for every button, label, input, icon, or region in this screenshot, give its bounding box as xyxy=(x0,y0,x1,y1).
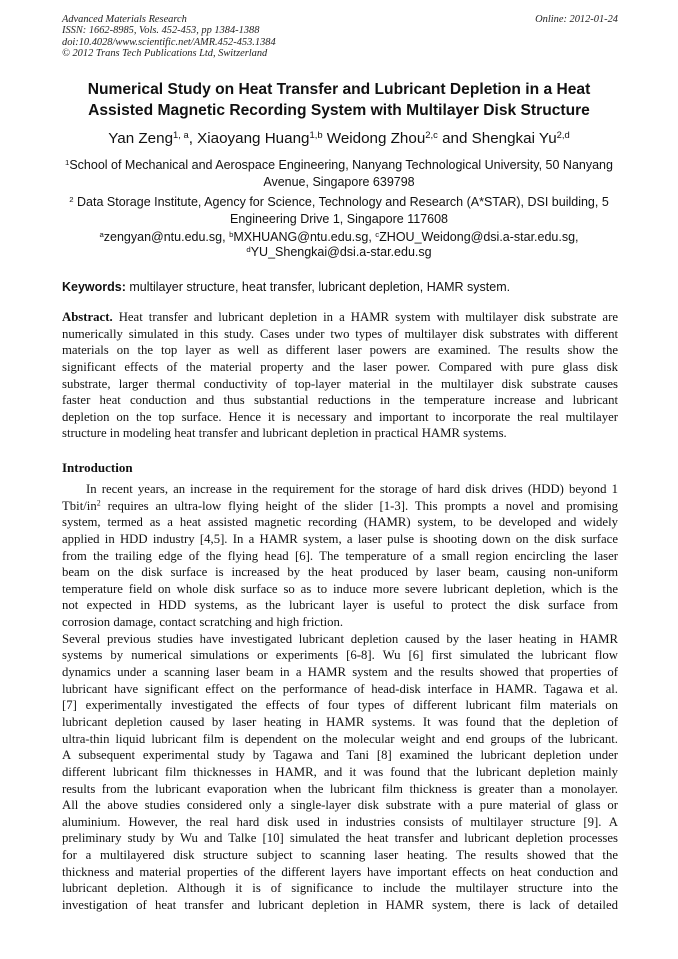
email-1-marker: a xyxy=(99,229,104,239)
intro-line: All the above studies considered only a single-layer disk substrate with a pure material of glass or xyxy=(62,798,618,813)
keywords-text: multilayer structure, heat transfer, lubricant depletion, HAMR system. xyxy=(125,280,511,294)
email-3-marker: c xyxy=(375,229,380,239)
intro-line: systems by numerical simulations or experiments [6-8]. Wu [6] first simulated the lubricant flow xyxy=(62,648,618,663)
author-2-affiliation: 1,b xyxy=(309,128,323,140)
intro-line: preliminary study by Wu and Talke [10] simulated the heat transfer and lubricant depletion processes xyxy=(62,831,618,846)
intro-line: investigation of heat transfer and lubricant depletion in HAMR system, there is lack of detailed xyxy=(62,898,618,913)
keywords-label: Keywords: xyxy=(62,280,126,294)
intro-line: system, termed as a heat assisted magnetic recording (HAMR) system, to be developed and widely xyxy=(62,515,618,530)
intro-fragment: requires an ultra-low flying height of the slider [1-3]. This prompts a novel and promising xyxy=(100,498,618,513)
intro-line: Several previous studies have investigated lubricant depletion caused by the laser heating in HAMR xyxy=(62,631,618,646)
affiliation-1-line-1: School of Mechanical and Aerospace Engineering, Nanyang Technological University, 50 Nanyang xyxy=(69,158,613,172)
doi-line: doi:10.4028/www.scientific.net/AMR.452-453.1384 xyxy=(62,36,276,48)
intro-line: A subsequent experimental study by Tagawa and Tani [8] examined the lubricant depletion under xyxy=(62,748,618,763)
intro-line: applied in HDD industry [4,5]. In a HAMR system, a laser pulse is shooting down on the disk surface xyxy=(62,531,618,546)
intro-fragment: Tbit/in xyxy=(62,498,97,513)
intro-line: lubricant depletion. Although it is of significance to include the multilayer structure into the xyxy=(62,881,618,896)
intro-line: different lubricant film thicknesses in HAMR, and it was found that the lubricant depletion mainly xyxy=(62,764,618,779)
author-1-affiliation: 1, a xyxy=(173,128,189,140)
online-date: Online: 2012-01-24 xyxy=(535,14,618,25)
affiliation-2-line-2: Engineering Drive 1, Singapore 117608 xyxy=(230,212,448,226)
intro-line: dynamics under a scanning laser beam in a HAMR system and the results showed that properties of xyxy=(62,665,618,680)
intro-line: from the trailing edge of the flying head [6]. The temperature of a small region encircling the laser xyxy=(62,548,618,563)
author-4-affiliation: 2,d xyxy=(556,128,570,140)
abstract-line: depletion on the top surface. Hence it is necessary and important to incorporate the real multilayer xyxy=(62,409,618,424)
issn-line: ISSN: 1662-8985, Vols. 452-453, pp 1384-1388 xyxy=(62,25,260,37)
abstract-label: Abstract. xyxy=(62,310,113,324)
intro-line: lubricant have significant effect on the performance of head-disk interface in HAMR. Tagawa et al. xyxy=(62,681,618,696)
email-2: MXHUANG@ntu.edu.sg, xyxy=(233,230,376,244)
intro-line: for a multilayered disk structure subject to scanning laser heating. The results showed that the xyxy=(62,848,618,863)
intro-line: corrosion damage, contact scratching and high friction. xyxy=(62,615,344,630)
affiliation-2 xyxy=(60,194,618,228)
journal-header xyxy=(62,14,618,59)
author-emails xyxy=(60,230,618,260)
intro-line: lubricant depletion caused by laser heating in HAMR systems. It was found that the depletion of xyxy=(62,714,618,729)
author-4: and Shengkai Yu xyxy=(437,130,557,147)
intro-line: aluminium. However, the real hard disk used in industries consists of multilayer structure [9]. A xyxy=(62,814,618,829)
abstract-line: significant effects of the material property and the laser power. Compared with pure glass disk xyxy=(62,359,618,374)
introduction-body xyxy=(62,481,618,914)
author-1: Yan Zeng xyxy=(108,130,174,147)
intro-superscript: 2 xyxy=(96,497,101,507)
keywords xyxy=(62,280,622,295)
affiliation-2-marker: 2 xyxy=(69,194,74,204)
intro-line: results from the lubricant evaporation when the lubricant film thickness is greater than a monolayer. xyxy=(62,781,618,796)
email-2-marker: b xyxy=(229,229,234,239)
intro-line: not expected in HDD systems, as the lubricant layer is useful to protect the disk surface from xyxy=(62,598,618,613)
journal-name: Advanced Materials Research xyxy=(62,14,187,25)
author-list xyxy=(30,129,648,148)
abstract-line: numerically simulated in this study. Cases under two types of multilayer disk substrates with different xyxy=(62,326,618,341)
affiliation-2-line-1: Data Storage Institute, Agency for Science, Technology and Research (A*STAR), DSI building, 5 xyxy=(73,195,609,209)
paper-title xyxy=(40,80,638,121)
affiliation-1-line-2: Avenue, Singapore 639798 xyxy=(263,175,415,189)
email-1: zengyan@ntu.edu.sg, xyxy=(103,230,230,244)
abstract-line: faster heat conduction and thus substantial reductions in the temperature increase and lubricant xyxy=(62,393,618,408)
intro-line: beam on the disk surface is increased by the heat produced by laser beam, causing non-uniform xyxy=(62,565,618,580)
section-heading-introduction: Introduction xyxy=(62,460,133,475)
abstract-line xyxy=(62,309,618,326)
intro-line: [7] experimentally investigated the effects of four types of different lubricant film materials on xyxy=(62,698,618,713)
affiliation-1-marker: 1 xyxy=(65,157,70,167)
intro-line: thickness and material properties of the different layers have important effects on heat conduction and xyxy=(62,864,618,879)
intro-line: In recent years, an increase in the requirement for the storage of hard disk drives (HDD) beyond 1 xyxy=(86,482,618,496)
intro-line: ultra-thin liquid lubricant film is dependent on the molecular weight and end groups of the lubricant. xyxy=(62,731,618,746)
abstract-fragment: Heat transfer and lubricant depletion in a HAMR system with multilayer disk substrate are xyxy=(112,310,618,324)
email-4: YU_Shengkai@dsi.a-star.edu.sg xyxy=(250,245,432,259)
title-line-1: Numerical Study on Heat Transfer and Lubricant Depletion in a Heat xyxy=(87,81,591,98)
author-3: Weidong Zhou xyxy=(322,130,426,147)
copyright-line: © 2012 Trans Tech Publications Ltd, Switzerland xyxy=(62,47,268,59)
abstract-line: substrate, larger thermal conductivity of top-layer material in the multilayer disk substrate causes xyxy=(62,376,618,391)
abstract xyxy=(62,309,618,442)
abstract-line: materials on the top layer as well as different laser powers are examined. The results show the xyxy=(62,343,618,358)
affiliation-1 xyxy=(60,157,618,191)
author-3-affiliation: 2,c xyxy=(425,128,438,140)
email-3: ZHOU_Weidong@dsi.a-star.edu.sg, xyxy=(379,230,579,244)
intro-line xyxy=(62,498,618,515)
title-line-2: Assisted Magnetic Recording System with Multilayer Disk Structure xyxy=(88,101,590,119)
author-2: , Xiaoyang Huang xyxy=(188,130,310,147)
intro-line: temperature field on whole disk surface so as to induce more severe lubricant depletion, which is the xyxy=(62,581,618,596)
abstract-line: structure in modeling heat transfer and lubricant depletion in practical HAMR systems. xyxy=(62,426,507,441)
email-4-marker: d xyxy=(246,244,251,254)
